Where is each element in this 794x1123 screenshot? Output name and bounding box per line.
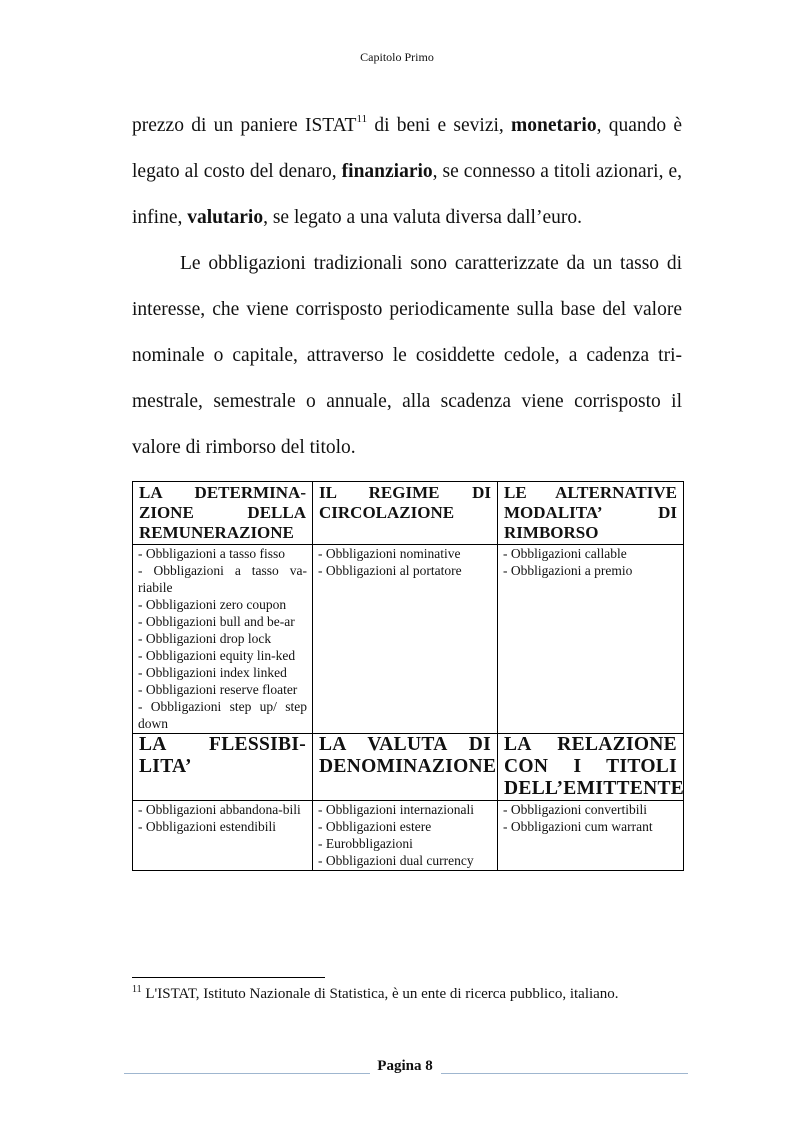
text-run: di beni e sevizi, [367, 115, 512, 136]
list-cell [498, 545, 684, 734]
list-item: - Obbligazioni estere [318, 819, 432, 834]
list-item: - Obbligazioni equity lin-ked [138, 648, 296, 663]
list-item: - Obbligazioni dual currency [318, 853, 474, 868]
footnote-ref[interactable]: 11 [356, 113, 368, 125]
body-text [132, 103, 682, 471]
list-item: - Obbligazioni al portatore [318, 563, 462, 578]
list-item: - Obbligazioni drop lock [138, 631, 272, 646]
list-item: - Obbligazioni step up/ step down [138, 699, 307, 731]
paragraph-2: Le obbligazioni tradizionali sono caratterizzate da un tasso di interesse, che viene corrisposto periodicamente sulla base del valore nominale o capitale, attraverso le cosiddette cedole, a cadenza tri-mestrale, semestrale o annuale, alla scadenza viene corrisposto il valore di rimborso del titolo. [132, 253, 682, 458]
list-item: - Obbligazioni abbandona-bili [138, 802, 301, 817]
footnote [132, 986, 619, 1003]
bond-classification-table [132, 481, 684, 871]
table-header-row [133, 734, 684, 801]
paragraph-1 [132, 103, 682, 241]
header-cell: LA RELAZIONE CON I TITOLI DELL’EMITTENTE [498, 734, 684, 801]
list-item: - Obbligazioni a tasso va-riabile [138, 563, 307, 595]
list-item: - Obbligazioni zero coupon [138, 597, 287, 612]
table-row [133, 801, 684, 871]
text-run: , se connesso a titoli azionari, e, infine, [132, 161, 682, 228]
table-row [133, 545, 684, 734]
list-item: - Obbligazioni callable [503, 546, 627, 561]
footer-rule-right [441, 1073, 688, 1074]
list-item: - Obbligazioni nominative [318, 546, 461, 561]
footnote-number: 11 [132, 984, 142, 995]
footnote-separator [132, 977, 325, 978]
list-item: - Obbligazioni cum warrant [503, 819, 653, 834]
list-item: - Obbligazioni bull and be-ar [138, 614, 295, 629]
running-header: Capitolo Primo [360, 50, 434, 64]
header-cell: LE ALTERNATIVE MODALITA’ DI RIMBORSO [498, 482, 684, 545]
term-valutario: valutario [187, 207, 264, 228]
list-item: - Eurobbligazioni [318, 836, 413, 851]
footnote-text: L'ISTAT, Istituto Nazionale di Statistica, è un ente di ricerca pubblico, italiano. [141, 986, 619, 1002]
list-item: - Obbligazioni reserve floater [138, 682, 298, 697]
header-cell: LA VALUTA DI DENOMINAZIONE [313, 734, 498, 801]
list-cell [313, 545, 498, 734]
header-cell: IL REGIME DI CIRCOLAZIONE [313, 482, 498, 545]
list-cell [133, 545, 313, 734]
header-cell: LA DETERMINA-ZIONE DELLA REMUNERAZIONE [133, 482, 313, 545]
term-finanziario: finanziario [341, 161, 433, 182]
list-item: - Obbligazioni a premio [503, 563, 633, 578]
list-cell [133, 801, 313, 871]
list-item: - Obbligazioni a tasso fisso [138, 546, 285, 561]
list-cell [313, 801, 498, 871]
footer-rule-left [124, 1073, 370, 1074]
text-run: , quando è legato al costo del denaro, [132, 115, 683, 182]
table-header-row [133, 482, 684, 545]
header-cell: LA FLESSIBI-LITA’ [133, 734, 313, 801]
term-monetario: monetario [511, 115, 597, 136]
page-footer [0, 1058, 794, 1080]
list-item: - Obbligazioni internazionali [318, 802, 474, 817]
page-number: Pagina 8 [377, 1058, 433, 1074]
list-item: - Obbligazioni estendibili [138, 819, 276, 834]
list-item: - Obbligazioni convertibili [503, 802, 647, 817]
text-run: prezzo di un paniere ISTAT [132, 115, 357, 136]
text-run: , se legato a una valuta diversa dall’euro. [263, 207, 582, 228]
list-item: - Obbligazioni index linked [138, 665, 287, 680]
list-cell [498, 801, 684, 871]
